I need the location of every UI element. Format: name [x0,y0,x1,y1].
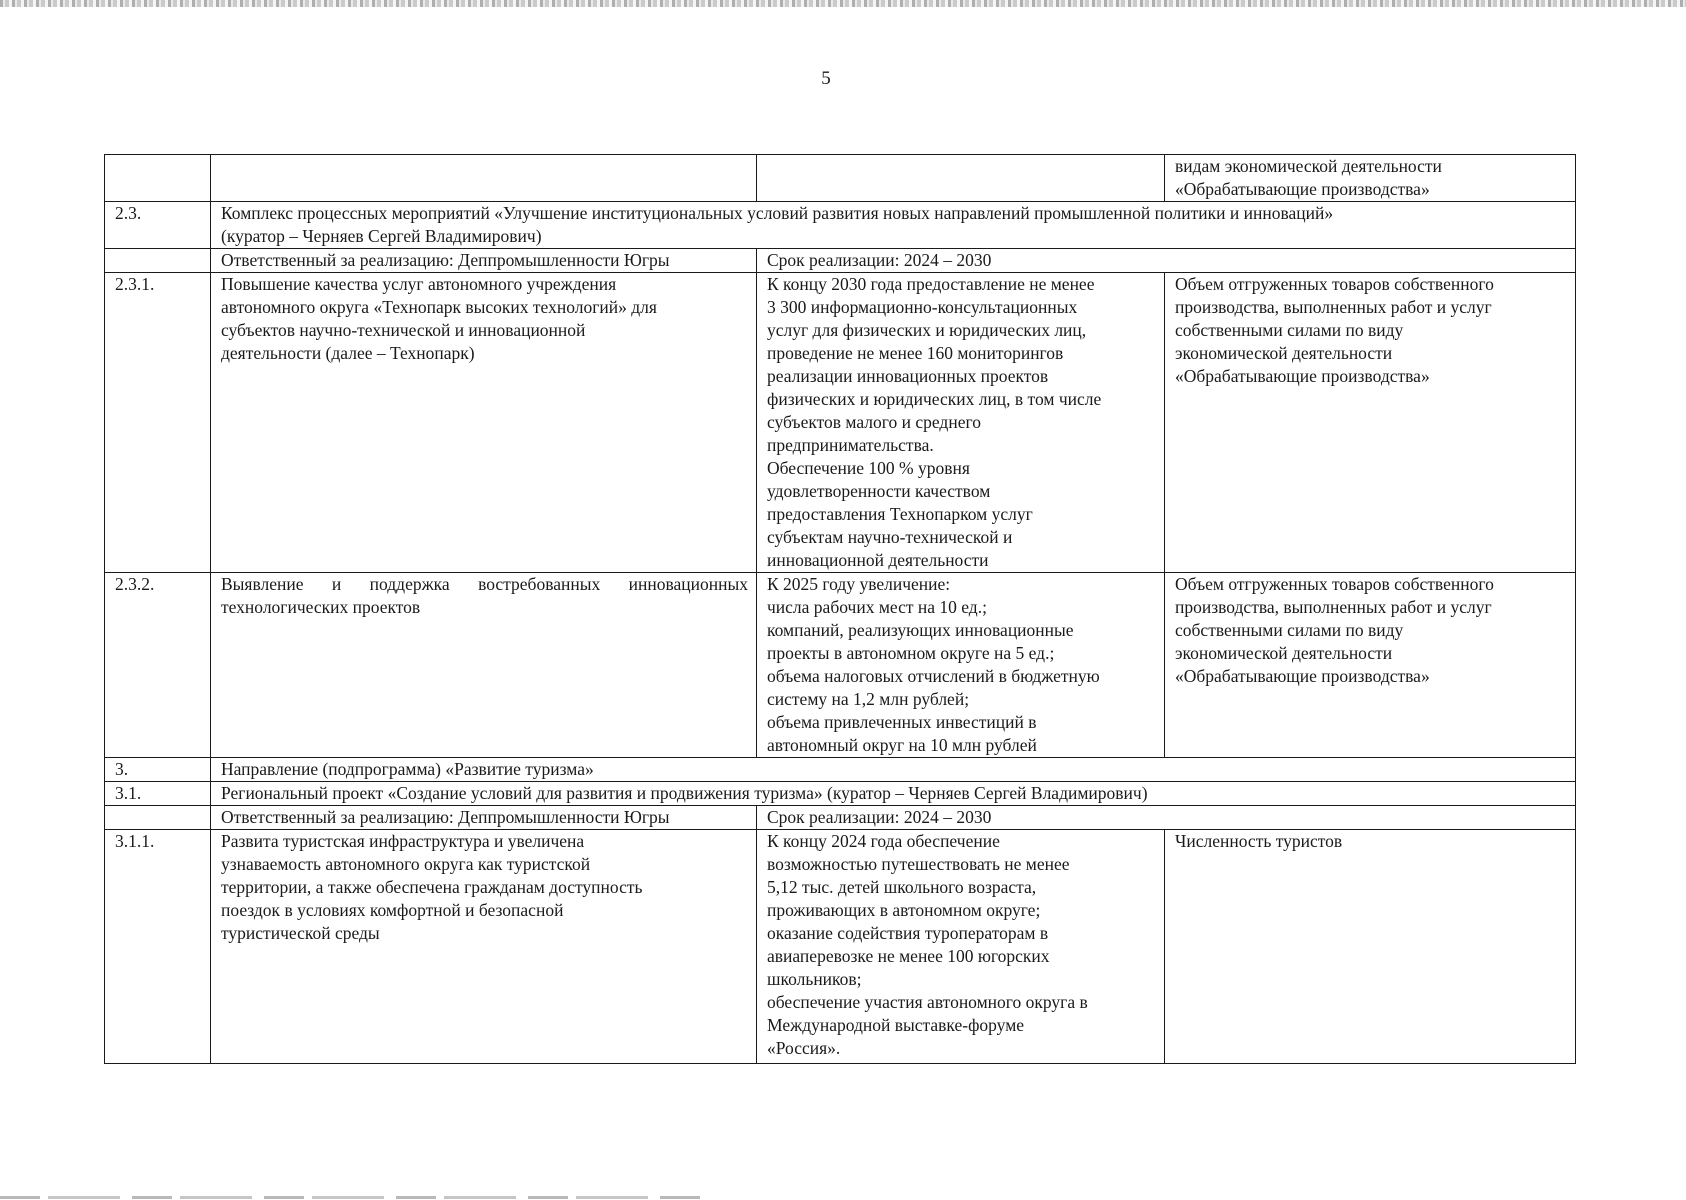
result-line: субъектов малого и среднего [767,412,981,432]
section-number: 2.3. [105,202,211,249]
section-title: Направление (подпрограмма) «Развитие туризма» [211,758,1576,782]
table-row [105,830,1576,1064]
result-line: реализации инновационных проектов [767,366,1049,386]
responsible-row [105,806,1576,830]
task-cell [211,155,757,202]
section-title: Региональный проект «Создание условий для развития и продвижения туризма» (куратор – Черняев Сергей Владимирович) [211,782,1576,806]
row-number: 2.3.1. [105,273,211,573]
result-line: услуг для физических и юридических лиц, [767,320,1087,340]
indicator-line: производства, выполненных работ и услуг [1175,297,1492,317]
result-cell [757,830,1165,1064]
section-title-line: Комплекс процессных мероприятий «Улучшение институциональных условий развития новых направлений промышленной политики и инноваций» [221,203,1334,223]
row-number: 2.3.2. [105,573,211,758]
result-line: К 2025 году увеличение: [767,574,951,594]
responsible-text: Ответственный за реализацию: Деппромышленности Югры [211,249,757,273]
task-cell [211,273,757,573]
result-line: автономный округ на 10 млн рублей [767,735,1037,755]
result-cell [757,273,1165,573]
section-row [105,758,1576,782]
indicator-line: собственными силами по виду [1175,620,1404,640]
task-line: автономного округа «Технопарк высоких технологий» для [221,297,657,317]
result-line: числа рабочих мест на 10 ед.; [767,597,987,617]
indicator-cell: Численность туристов [1165,830,1576,1064]
indicator-cell [1165,573,1576,758]
indicator-line: видам экономической деятельности [1175,156,1442,176]
indicator-line: производства, выполненных работ и услуг [1175,597,1492,617]
result-line: систему на 1,2 млн рублей; [767,689,970,709]
result-line: инновационной деятельности [767,550,989,570]
result-line: объема привлеченных инвестиций в [767,712,1037,732]
table-row [105,273,1576,573]
result-line: обеспечение участия автономного округа в [767,992,1088,1012]
section-title [211,202,1576,249]
section-row [105,782,1576,806]
result-cell [757,155,1165,202]
scan-bottom-edge [0,1196,700,1199]
indicator-line: «Обрабатывающие производства» [1175,366,1430,386]
result-line: проекты в автономном округе на 5 ед.; [767,643,1055,663]
task-line: туристической среды [221,923,380,943]
task-cell [211,830,757,1064]
result-line: 5,12 тыс. детей школьного возраста, [767,877,1037,897]
responsible-text: Ответственный за реализацию: Деппромышленности Югры [211,806,757,830]
section-title-line: (куратор – Черняев Сергей Владимирович) [221,226,542,246]
page-number: 5 [821,68,831,89]
number-cell [105,249,211,273]
task-line: деятельности (далее – Технопарк) [221,343,475,363]
number-cell [105,155,211,202]
result-line: оказание содействия туроператорам в [767,923,1049,943]
task-line: Повышение качества услуг автономного учреждения [221,274,617,294]
table-row [105,155,1576,202]
result-line: Международной выставке-форуме [767,1015,1025,1035]
result-line: физических и юридических лиц, в том числе [767,389,1102,409]
responsible-row [105,249,1576,273]
task-cell: Выявление и поддержка востребованных инновационных технологических проектов [211,573,757,758]
result-line: проживающих в автономном округе; [767,900,1041,920]
indicator-line: собственными силами по виду [1175,320,1404,340]
result-line: Обеспечение 100 % уровня [767,458,970,478]
indicator-line: «Обрабатывающие производства» [1175,179,1430,199]
result-cell [757,573,1165,758]
result-line: «Россия». [767,1038,841,1058]
result-line: компаний, реализующих инновационные [767,620,1074,640]
indicator-line: Объем отгруженных товаров собственного [1175,574,1494,594]
number-cell [105,806,211,830]
row-number: 3.1.1. [105,830,211,1064]
indicator-line: экономической деятельности [1175,343,1393,363]
result-line: авиаперевозке не менее 100 югорских [767,946,1050,966]
indicator-cell [1165,155,1576,202]
program-table [104,154,1576,1064]
result-line: удовлетворенности качеством [767,481,991,501]
section-number: 3.1. [105,782,211,806]
result-line: К концу 2030 года предоставление не менее [767,274,1095,294]
result-line: субъектам научно-технической и [767,527,1013,547]
result-line: школьников; [767,969,862,989]
scan-top-edge [0,0,1686,7]
task-line: субъектов научно-технической и инновационной [221,320,586,340]
task-line: узнаваемость автономного округа как туристской [221,854,591,874]
task-line: поездок в условиях комфортной и безопасной [221,900,564,920]
term-text: Срок реализации: 2024 – 2030 [757,249,1576,273]
result-line: К концу 2024 года обеспечение [767,831,1000,851]
section-row [105,202,1576,249]
result-line: объема налоговых отчислений в бюджетную [767,666,1100,686]
table-row [105,573,1576,758]
indicator-line: экономической деятельности [1175,643,1393,663]
task-line: территории, а также обеспечена гражданам доступность [221,877,643,897]
result-line: 3 300 информационно-консультационных [767,297,1078,317]
term-text: Срок реализации: 2024 – 2030 [757,806,1576,830]
section-number: 3. [105,758,211,782]
result-line: возможностью путешествовать не менее [767,854,1070,874]
indicator-cell [1165,273,1576,573]
task-line: Развита туристская инфраструктура и увеличена [221,831,585,851]
result-line: предоставления Технопарком услуг [767,504,1033,524]
result-line: предпринимательства. [767,435,934,455]
result-line: проведение не менее 160 мониторингов [767,343,1064,363]
indicator-line: Объем отгруженных товаров собственного [1175,274,1494,294]
indicator-line: «Обрабатывающие производства» [1175,666,1430,686]
